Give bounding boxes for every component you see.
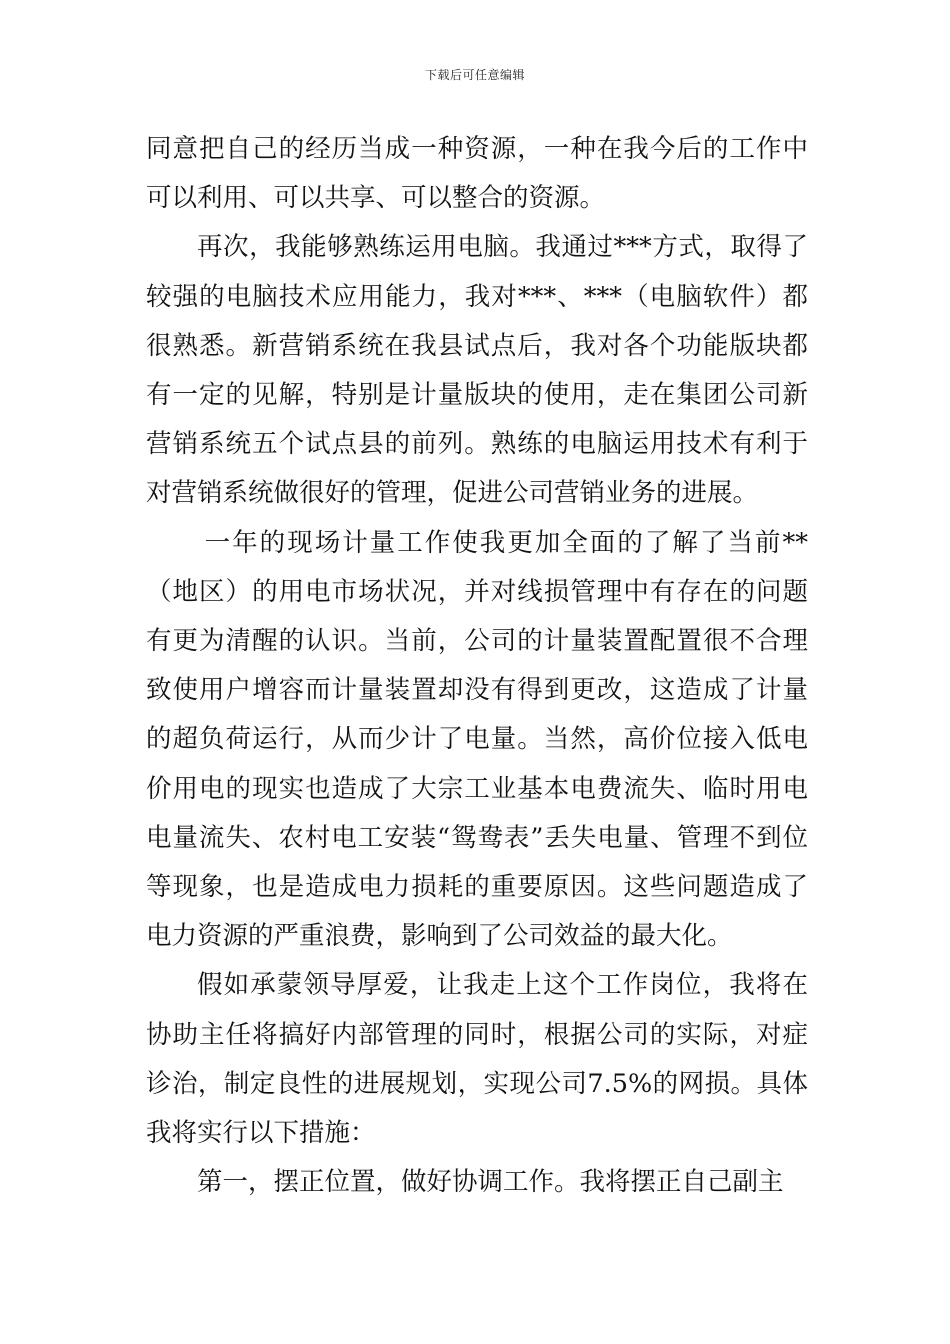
paragraph-3: 一年的现场计量工作使我更加全面的了解了当前**（地区）的用电市场状况，并对线损管理中有存在的问题有更为清醒的认识。当前，公司的计量装置配置很不合理致使用户增容而计量装置却没有得到更改，这造成了计量的超负荷运行，从而少计了电量。当然，高价位接入低电价用电的现实也造成了大宗工业基本电费流失、临时用电电量流失、农村电工安装“鸳鸯表”丢失电量、管理不到位等现象，也是造成电力损耗的重要原因。这些问题造成了电力资源的严重浪费，影响到了公司效益的最大化。 xyxy=(146,527,808,952)
paragraph-2: 再次，我能够熟练运用电脑。我通过***方式，取得了较强的电脑技术应用能力，我对***、***（电脑软件）都很熟悉。新营销系统在我县试点后，我对各个功能版块都有一定的见解，特别是计量版块的使用，走在集团公司新营销系统五个试点县的前列。熟练的电脑运用技术有利于对营销系统做很好的管理，促进公司营销业务的进展。 xyxy=(146,232,808,509)
page-header: 下载后可任意编辑 xyxy=(424,68,525,82)
paragraph-1: 同意把自己的经历当成一种资源，一种在我今后的工作中可以利用、可以共享、可以整合的资源。 xyxy=(146,134,808,214)
paragraph-4: 假如承蒙领导厚爱，让我走上这个工作岗位，我将在协助主任将搞好内部管理的同时，根据公司的实际，对症诊治，制定良性的进展规划，实现公司7.5%的网损。具体我将实行以下措施： xyxy=(146,970,808,1149)
paragraph-5: 第一，摆正位置，做好协调工作。我将摆正自己副主 xyxy=(197,1167,784,1198)
document-body xyxy=(146,125,808,1207)
